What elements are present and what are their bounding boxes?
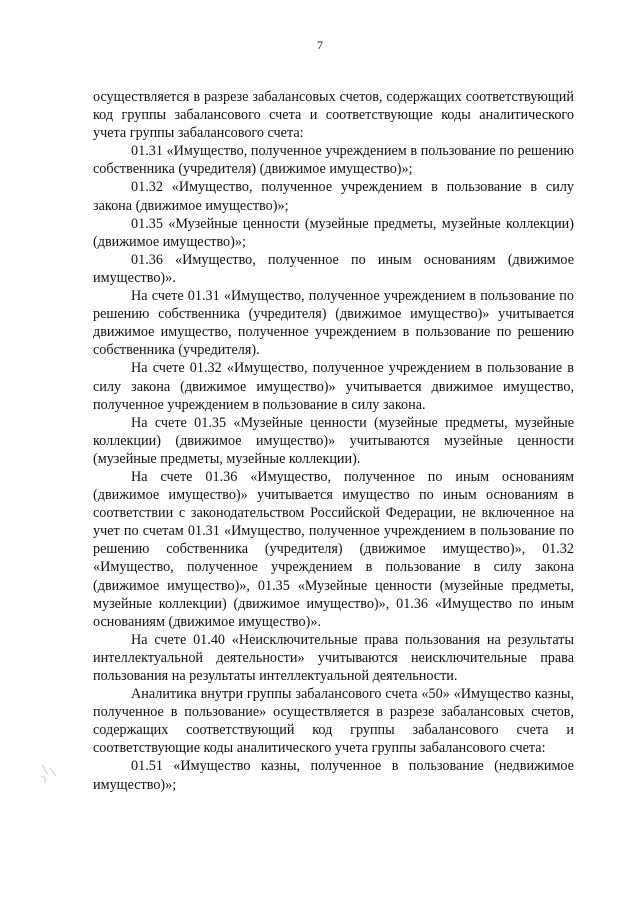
paragraph: На счете 01.35 «Музейные ценности (музейные предметы, музейные коллекции) (движимое имущество)» учитываются музейные ценности (музейные предметы, музейные коллекции). — [93, 414, 574, 467]
paragraph: На счете 01.31 «Имущество, полученное учреждением в пользование по решению собственника (учредителя) (движимое имущество)» учитывается движимое имущество, полученное учреждением в пользование по решению собственника (учредителя). — [93, 288, 574, 359]
paragraph: На счете 01.40 «Неисключительные права пользования на результаты интеллектуальной деятельности» учитываются неисключительные права пользования на результаты интеллектуальной деятельности. — [93, 631, 574, 684]
paragraph: На счете 01.32 «Имущество, полученное учреждением в пользование в силу закона (движимое имущество)» учитывается движимое имущество, полученное учреждением в пользование в силу закона. — [93, 360, 574, 413]
page-number: 7 — [317, 38, 323, 52]
paragraph: На счете 01.36 «Имущество, полученное по иным основаниям (движимое имущество)» учитывается имущество по иным основаниям в соответствии с законодательством Российской Федерации, не включенное на учет по счетам 01.31 «Имущество, полученное учреждением в пользование по решению собственника (учредителя) (движимое имущество)», 01.32 «Имущество, полученное учреждением в пользование в силу закона (движимое имущество)», 01.35 «Музейные ценности (музейные предметы, музейные коллекции) (движимое имущество)», 01.36 «Имущество по иным основаниям (движимое имущество)». — [93, 468, 574, 630]
paragraph: 01.35 «Музейные ценности (музейные предметы, музейные коллекции) (движимое имущество)»; — [93, 215, 574, 250]
paragraph: осуществляется в разрезе забалансовых счетов, содержащих соответствующий код группы забалансового счета и соответствующие коды аналитического учета группы забалансового счета: — [93, 89, 574, 142]
paragraph: 01.31 «Имущество, полученное учреждением в пользование по решению собственника (учредителя) (движимое имущество)»; — [93, 143, 574, 178]
document-body — [93, 88, 574, 794]
paragraph: 01.51 «Имущество казны, полученное в пользование (недвижимое имущество)»; — [93, 758, 574, 793]
paragraph: Аналитика внутри группы забалансового счета «50» «Имущество казны, полученное в пользование» осуществляется в разрезе забалансовых счетов, содержащих соответствующий код группы забалансового счета и соответствующие коды аналитического учета группы забалансового счета: — [93, 686, 574, 757]
paragraph: 01.36 «Имущество, полученное по иным основаниям (движимое имущество)». — [93, 251, 574, 286]
margin-scribble-mark — [38, 762, 60, 786]
paragraph: 01.32 «Имущество, полученное учреждением в пользование в силу закона (движимое имущество)»; — [93, 179, 574, 214]
